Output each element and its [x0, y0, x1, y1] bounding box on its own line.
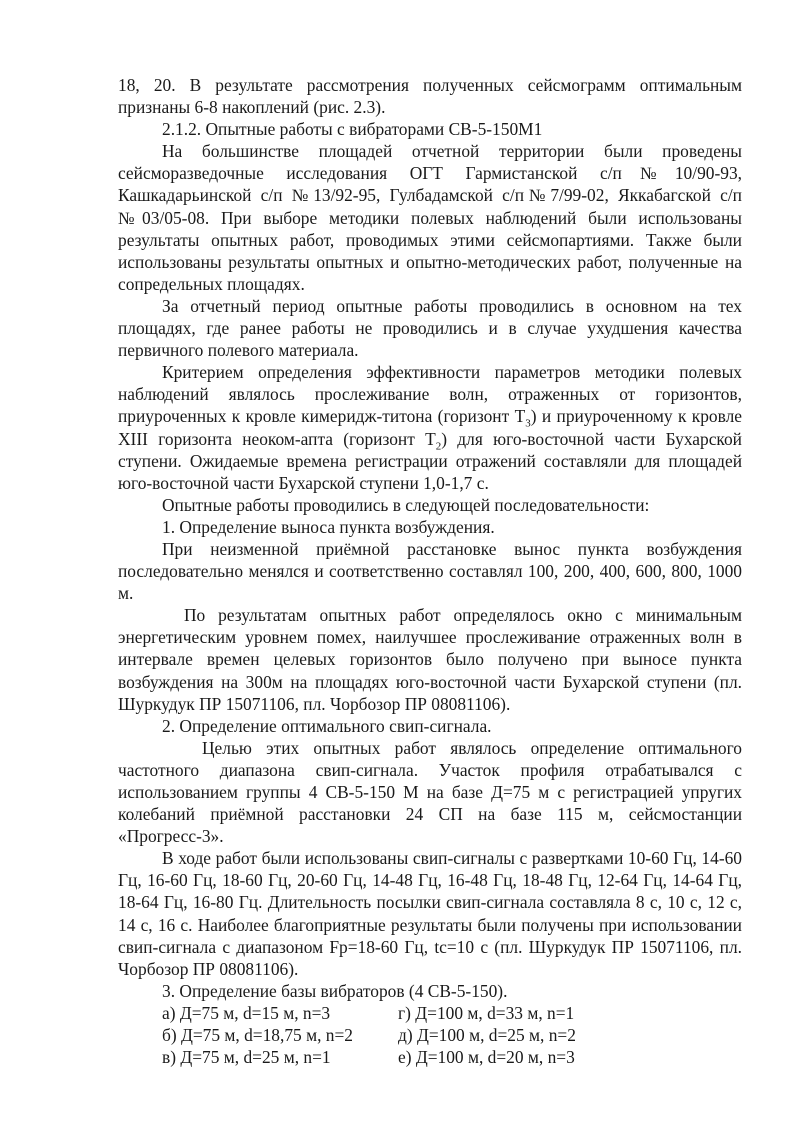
- paragraph-sweep-results: В ходе работ были использованы свип-сигналы с развертками 10-60 Гц, 14-60 Гц, 16-60 Гц, 18-60 Гц, 20-60 Гц, 14-48 Гц, 16-48 Гц, 18-48 Гц, 12-64 Гц, 14-64 Гц, 18-64 Гц, 16-80 Гц. Длительность посылки свип-сигнала составляла 8 с, 10 с, 12 с, 14 с, 16 с. Наиболее благоприятные результаты были получены при использовании свип-сигнала с диапазоном Fр=18-60 Гц, tс=10 с (пл. Шуркудук ПР 15071106, пл. Чорбозор ПР 08081106).: [118, 848, 742, 979]
- paragraph-sequence: Опытные работы проводились в следующей последовательности:: [162, 494, 650, 515]
- criterion-text-a: Критерием определения эффективности параметров методики полевых наблюдений являлось прослеживание волн, отраженных от горизонтов, приуроченных к кровле кимеридж-титона (горизонт Т: [118, 362, 742, 427]
- paragraph-period: За отчетный период опытные работы проводились в основном на тех площадях, где ранее работы не проводились и в случае ухудшения качества первичного полевого материала.: [118, 295, 742, 361]
- paragraph-areas: На большинстве площадей отчетной территории были проведены сейсморазведочные исследования ОГТ Гармистанской с/п№10/90-93, Кашкадарьинской с/п №13/92-95, Гулбадамской с/п№7/99-02, Яккабагской с/п №03/05-08. При выборе методики полевых наблюдений были использованы результаты опытных работ, проводимых этими сейсмопартиями. Также были использованы результаты опытных и опытно-методических работ, полученные на сопредельных площадях.: [118, 141, 742, 294]
- criterion-text-b: ) и приуроченному к кровле XIII горизонта неоком-апта (горизонт Т: [118, 406, 743, 449]
- option-right: г) Д=100 м, d=33 м, n=1: [398, 1002, 575, 1023]
- document-page: [118, 74, 742, 1068]
- paragraph-results: По результатам опытных работ определялось окно с минимальным энергетическим уровнем помех, наилучшее прослеживание отраженных волн в интервале времен целевых горизонтов было получено при выносе пункта возбуждения на 300м на площадях юго-восточной части Бухарской ступени (пл. Шуркудук ПР 15071106, пл. Чорбозор ПР 08081106).: [118, 605, 742, 714]
- option-right: д) Д=100 м, d=25 м, n=2: [398, 1025, 576, 1046]
- option-left: а) Д=75 м, d=15 м, n=3: [162, 1002, 331, 1023]
- option-left: б) Д=75 м, d=18,75 м, n=2: [162, 1025, 353, 1046]
- horizon-subscript-3: 3: [525, 417, 531, 430]
- vibrator-base-options: [118, 1002, 742, 1068]
- option-left: в) Д=75 м, d=25 м, n=1: [162, 1047, 331, 1068]
- paragraph-intro: 18, 20. В результате рассмотрения полученных сейсмограмм оптимальным признаны 6-8 накоплений (рис. 2.3).: [118, 75, 742, 118]
- criterion-text-c: ) для юго-восточной части Бухарской ступени. Ожидаемые времена регистрации отражений составляли для площадей юго-восточной части Бухарской ступени 1,0-1,7 с.: [118, 428, 742, 493]
- option-right: е) Д=100 м, d=20 м, n=3: [398, 1047, 575, 1068]
- list-heading-2: 2. Определение оптимального свип-сигнала.: [162, 715, 492, 736]
- paragraph-sweep-goal: Целью этих опытных работ являлось определение оптимального частотного диапазона свип-сигнала. Участок профиля отрабатывался с использованием группы 4 СВ-5-150 М на базе Д=75 м с регистрацией упругих колебаний приёмной расстановки 24 СП на базе 115 м, сейсмостанции «Прогресс-3».: [118, 737, 742, 847]
- list-heading-3: 3. Определение базы вибраторов (4 СВ-5-150).: [162, 980, 508, 1001]
- section-heading: 2.1.2. Опытные работы с вибраторами СВ-5-150М1: [162, 119, 543, 140]
- horizon-subscript-2: 2: [435, 439, 442, 452]
- paragraph-criterion: [118, 361, 742, 494]
- paragraph-offset: При неизменной приёмной расстановке вынос пункта возбуждения последовательно менялся и соответственно составлял 100, 200, 400, 600, 800, 1000 м.: [118, 538, 742, 604]
- list-heading-1: 1. Определение выноса пункта возбуждения.: [162, 516, 495, 537]
